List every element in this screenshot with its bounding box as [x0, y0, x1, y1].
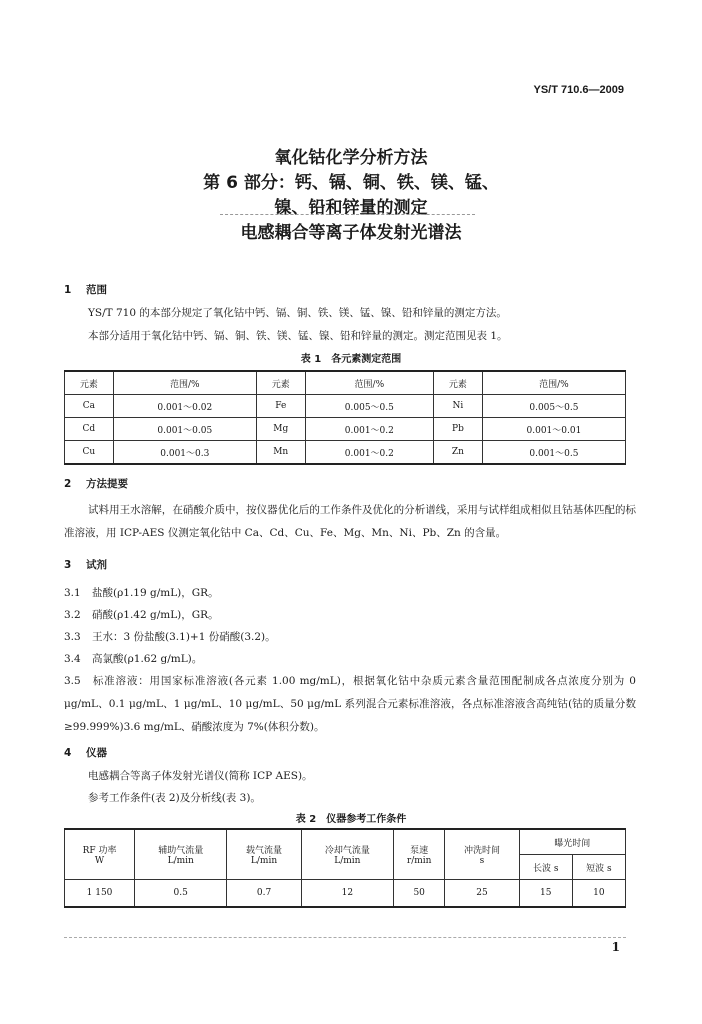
table-header-cell: 长波 s	[519, 855, 572, 880]
section-1-heading: 1 范围	[64, 284, 107, 296]
reagent-item: 3.3 王水：3 份盐酸(3.1)+1 份硝酸(3.2)。	[64, 631, 276, 643]
title-line-1: 氧化钴化学分析方法	[274, 148, 428, 168]
table-header-cell: 短波 s	[572, 855, 625, 880]
table-cell: Cu	[65, 441, 114, 465]
table-cell: 0.005～0.5	[305, 395, 433, 418]
table-header-cell: 辅助气流量 L/min	[135, 829, 227, 880]
table-cell: Mn	[256, 441, 305, 465]
table-header-cell: 泵速 r/min	[394, 829, 445, 880]
section-4-heading: 4 仪器	[64, 747, 107, 759]
table-cell: 1 150	[65, 880, 135, 908]
section-2-heading: 2 方法提要	[64, 478, 128, 490]
page-number: 1	[611, 940, 620, 954]
section-1-para-1: YS/T 710 的本部分规定了氧化钴中钙、镉、铜、铁、镁、锰、镍、铅和锌量的测定方法。	[88, 307, 507, 319]
table-cell: Ca	[65, 395, 114, 418]
document-title	[0, 146, 702, 246]
table-1-caption: 表 1 各元素测定范围	[300, 354, 402, 365]
table-row	[65, 880, 626, 908]
table-cell: 10	[572, 880, 625, 908]
title-line-3: 镍、铅和锌量的测定	[274, 198, 428, 218]
reagent-item: 3.1 盐酸(ρ1.19 g/mL)，GR。	[64, 587, 219, 599]
reagent-item: 3.4 高氯酸(ρ1.62 g/mL)。	[64, 653, 203, 665]
table-cell: 0.001～0.2	[305, 418, 433, 441]
table-cell: 0.001～0.5	[482, 441, 625, 465]
table-row	[65, 371, 626, 395]
table-cell: 0.001～0.02	[113, 395, 256, 418]
table-cell: 15	[519, 880, 572, 908]
table-header-cell: 元素	[434, 371, 483, 395]
section-3-heading: 3 试剂	[64, 559, 107, 571]
reagent-item: 3.5 标准溶液：用国家标准溶液(各元素 1.00 mg/mL)，根据氧化钴中杂质元素含量范围配制成各点浓度分别为 0 μg/mL、0.1 μg/mL、1 μg/mL、10 μg/mL、50 μg/mL 系列混合元素标准溶液，各点标准溶液含高纯钴(钴的质量分数≥99.999%)3.6 mg/mL、硝酸浓度为 7%(体积分数)。	[64, 675, 636, 733]
table-2	[64, 828, 626, 908]
table-header-cell: 冲洗时间 s	[445, 829, 519, 880]
reagent-item: 3.2 硝酸(ρ1.42 g/mL)，GR。	[64, 609, 219, 621]
table-header-cell: 元素	[65, 371, 114, 395]
table-header-cell: 载气流量 L/min	[227, 829, 301, 880]
standard-code: YS/T 710.6—2009	[533, 84, 624, 96]
table-header-cell: 元素	[256, 371, 305, 395]
section-2-para: 试料用王水溶解，在硝酸介质中，按仪器优化后的工作条件及优化的分析谱线，采用与试样组成相似且钴基体匹配的标准溶液，用 ICP-AES 仪测定氧化钴中 Ca、Cd、Cu、Fe、Mg、Mn、Ni、Pb、Zn 的含量。	[64, 504, 636, 539]
table-cell: Zn	[434, 441, 483, 465]
table-header-cell: 范围/%	[482, 371, 625, 395]
table-cell: 0.5	[135, 880, 227, 908]
table-cell: 0.001～0.2	[305, 441, 433, 465]
table-cell: Mg	[256, 418, 305, 441]
table-row	[65, 829, 626, 855]
title-line-2: 第 6 部分：钙、镉、铜、铁、镁、锰、	[203, 173, 499, 193]
table-cell: Cd	[65, 418, 114, 441]
table-cell: 0.001～0.3	[113, 441, 256, 465]
footer-divider	[64, 937, 626, 938]
title-line-4: 电感耦合等离子体发射光谱法	[240, 223, 462, 243]
table-cell: 0.001～0.05	[113, 418, 256, 441]
table-cell: Ni	[434, 395, 483, 418]
table-header-cell: 曝光时间	[519, 829, 625, 855]
table-1	[64, 370, 626, 465]
table-header-cell: 范围/%	[113, 371, 256, 395]
table-cell: 0.7	[227, 880, 301, 908]
table-cell: 50	[394, 880, 445, 908]
table-cell: 25	[445, 880, 519, 908]
section-4-para-1: 电感耦合等离子体发射光谱仪(简称 ICP AES)。	[88, 770, 313, 782]
table-cell: 0.001～0.01	[482, 418, 625, 441]
title-divider	[220, 214, 475, 215]
table-cell: 12	[301, 880, 393, 908]
table-row	[65, 395, 626, 418]
table-row	[65, 441, 626, 465]
table-2-caption: 表 2 仪器参考工作条件	[295, 814, 407, 825]
table-row	[65, 418, 626, 441]
section-1-para-2: 本部分适用于氧化钴中钙、镉、铜、铁、镁、锰、镍、铅和锌量的测定。测定范围见表 1。	[88, 330, 508, 342]
table-cell: Fe	[256, 395, 305, 418]
section-4-para-2: 参考工作条件(表 2)及分析线(表 3)。	[88, 792, 261, 804]
table-cell: Pb	[434, 418, 483, 441]
table-header-cell: 冷却气流量 L/min	[301, 829, 393, 880]
table-cell: 0.005～0.5	[482, 395, 625, 418]
table-header-cell: 范围/%	[305, 371, 433, 395]
table-header-cell: RF 功率 W	[65, 829, 135, 880]
